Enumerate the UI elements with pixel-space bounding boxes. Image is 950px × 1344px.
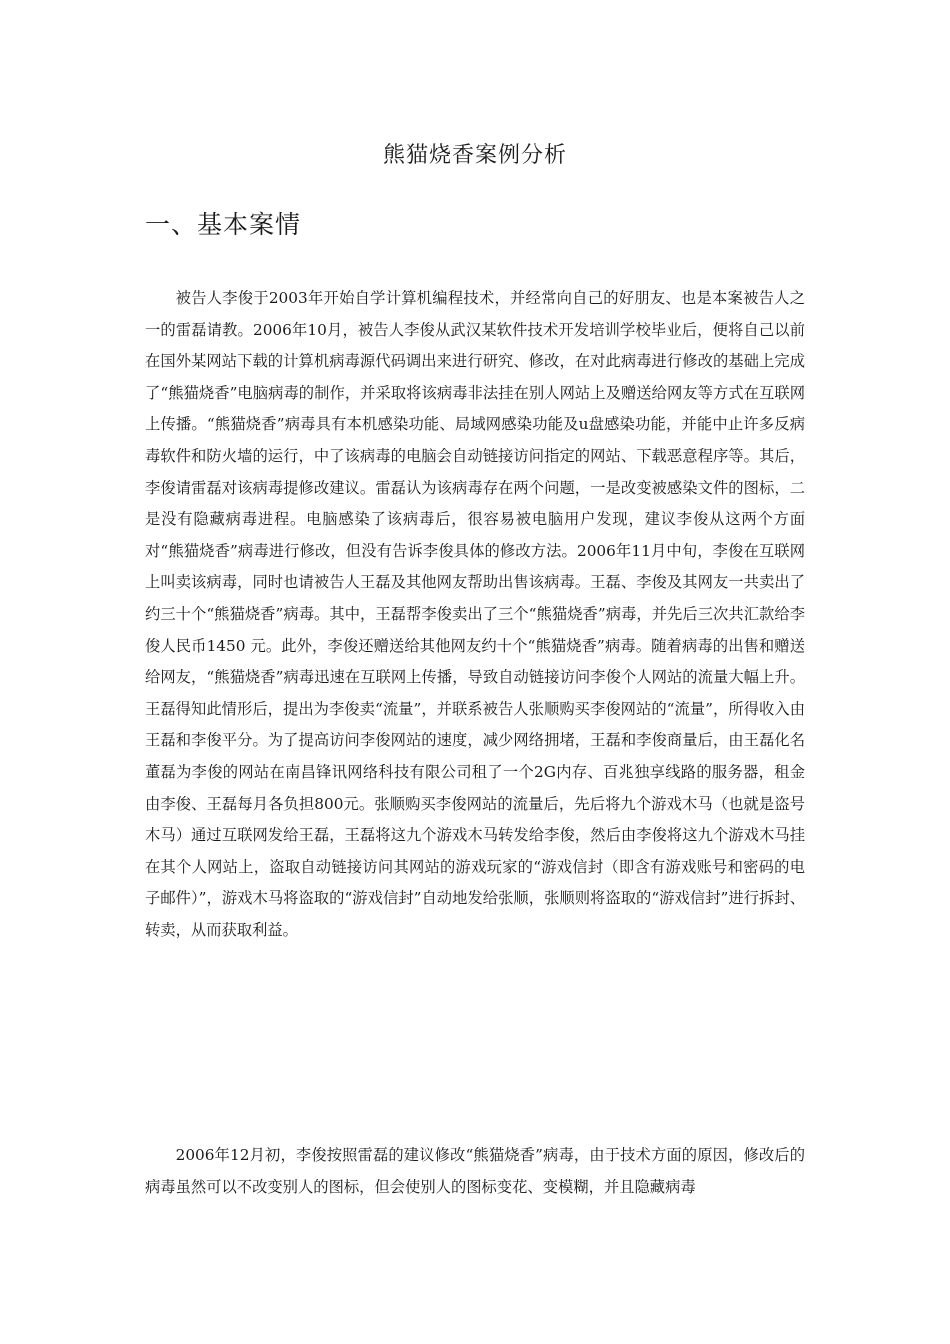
document-title: 熊猫烧香案例分析 (382, 143, 567, 168)
section-heading: 一、基本案情 (145, 210, 302, 239)
body-paragraph: 被告人李俊于2003年开始自学计算机编程技术，并经常向自己的好朋友、也是本案被告人之一的雷磊请教。2006年10月，被告人李俊从武汉某软件技术开发培训学校毕业后，便将自己以前在国外某网站下载的计算机病毒源代码调出来进行研究、修改，在对此病毒进行修改的基础上完成了“熊猫烧香”电脑病毒的制作，并采取将该病毒非法挂在别人网站上及赠送给网友等方式在互联网上传播。“熊猫烧香”病毒具有本机感染功能、局域网感染功能及u盘感染功能，并能中止许多反病毒软件和防火墙的运行，中了该病毒的电脑会自动链接访问指定的网站、下载恶意程序等。其后，李俊请雷磊对该病毒提修改建议。雷磊认为该病毒存在两个问题，一是改变被感染文件的图标，二是没有隐藏病毒进程。电脑感染了该病毒后，很容易被电脑用户发现，建议李俊从这两个方面对“熊猫烧香”病毒进行修改，但没有告诉李俊具体的修改方法。2006年11月中旬，李俊在互联网上叫卖该病毒，同时也请被告人王磊及其他网友帮助出售该病毒。王磊、李俊及其网友一共卖出了约三十个“熊猫烧香”病毒。其中，王磊帮李俊卖出了三个“熊猫烧香”病毒，并先后三次共汇款给李俊人民币1450 元。此外，李俊还赠送给其他网友约十个“熊猫烧香”病毒。随着病毒的出售和赠送给网友，“熊猫烧香”病毒迅速在互联网上传播，导致自动链接访问李俊个人网站的流量大幅上升。王磊得知此情形后，提出为李俊卖“流量”，并联系被告人张顺购买李俊网站的“流量”，所得收入由王磊和李俊平分。为了提高访问李俊网站的速度，减少网络拥堵，王磊和李俊商量后，由王磊化名董磊为李俊的网站在南昌锋讯网络科技有限公司租了一个2G内存、百兆独享线路的服务器，租金由李俊、王磊每月各负担800元。张顺购买李俊网站的流量后，先后将九个游戏木马（也就是盗号木马）通过互联网发给王磊，王磊将这九个游戏木马转发给李俊，然后由李俊将这九个游戏木马挂在其个人网站上，盗取自动链接访问其网站的游戏玩家的“游戏信封（即含有游戏账号和密码的电子邮件）”，游戏木马将盗取的“游戏信封”自动地发给张顺，张顺则将盗取的“游戏信封”进行拆封、转卖，从而获取利益。 (145, 289, 805, 939)
body-paragraph: 2006年12月初，李俊按照雷磊的建议修改“熊猫烧香”病毒，由于技术方面的原因，修改后的病毒虽然可以不改变别人的图标，但会使别人的图标变花、变模糊，并且隐藏病毒 (145, 1146, 805, 1196)
